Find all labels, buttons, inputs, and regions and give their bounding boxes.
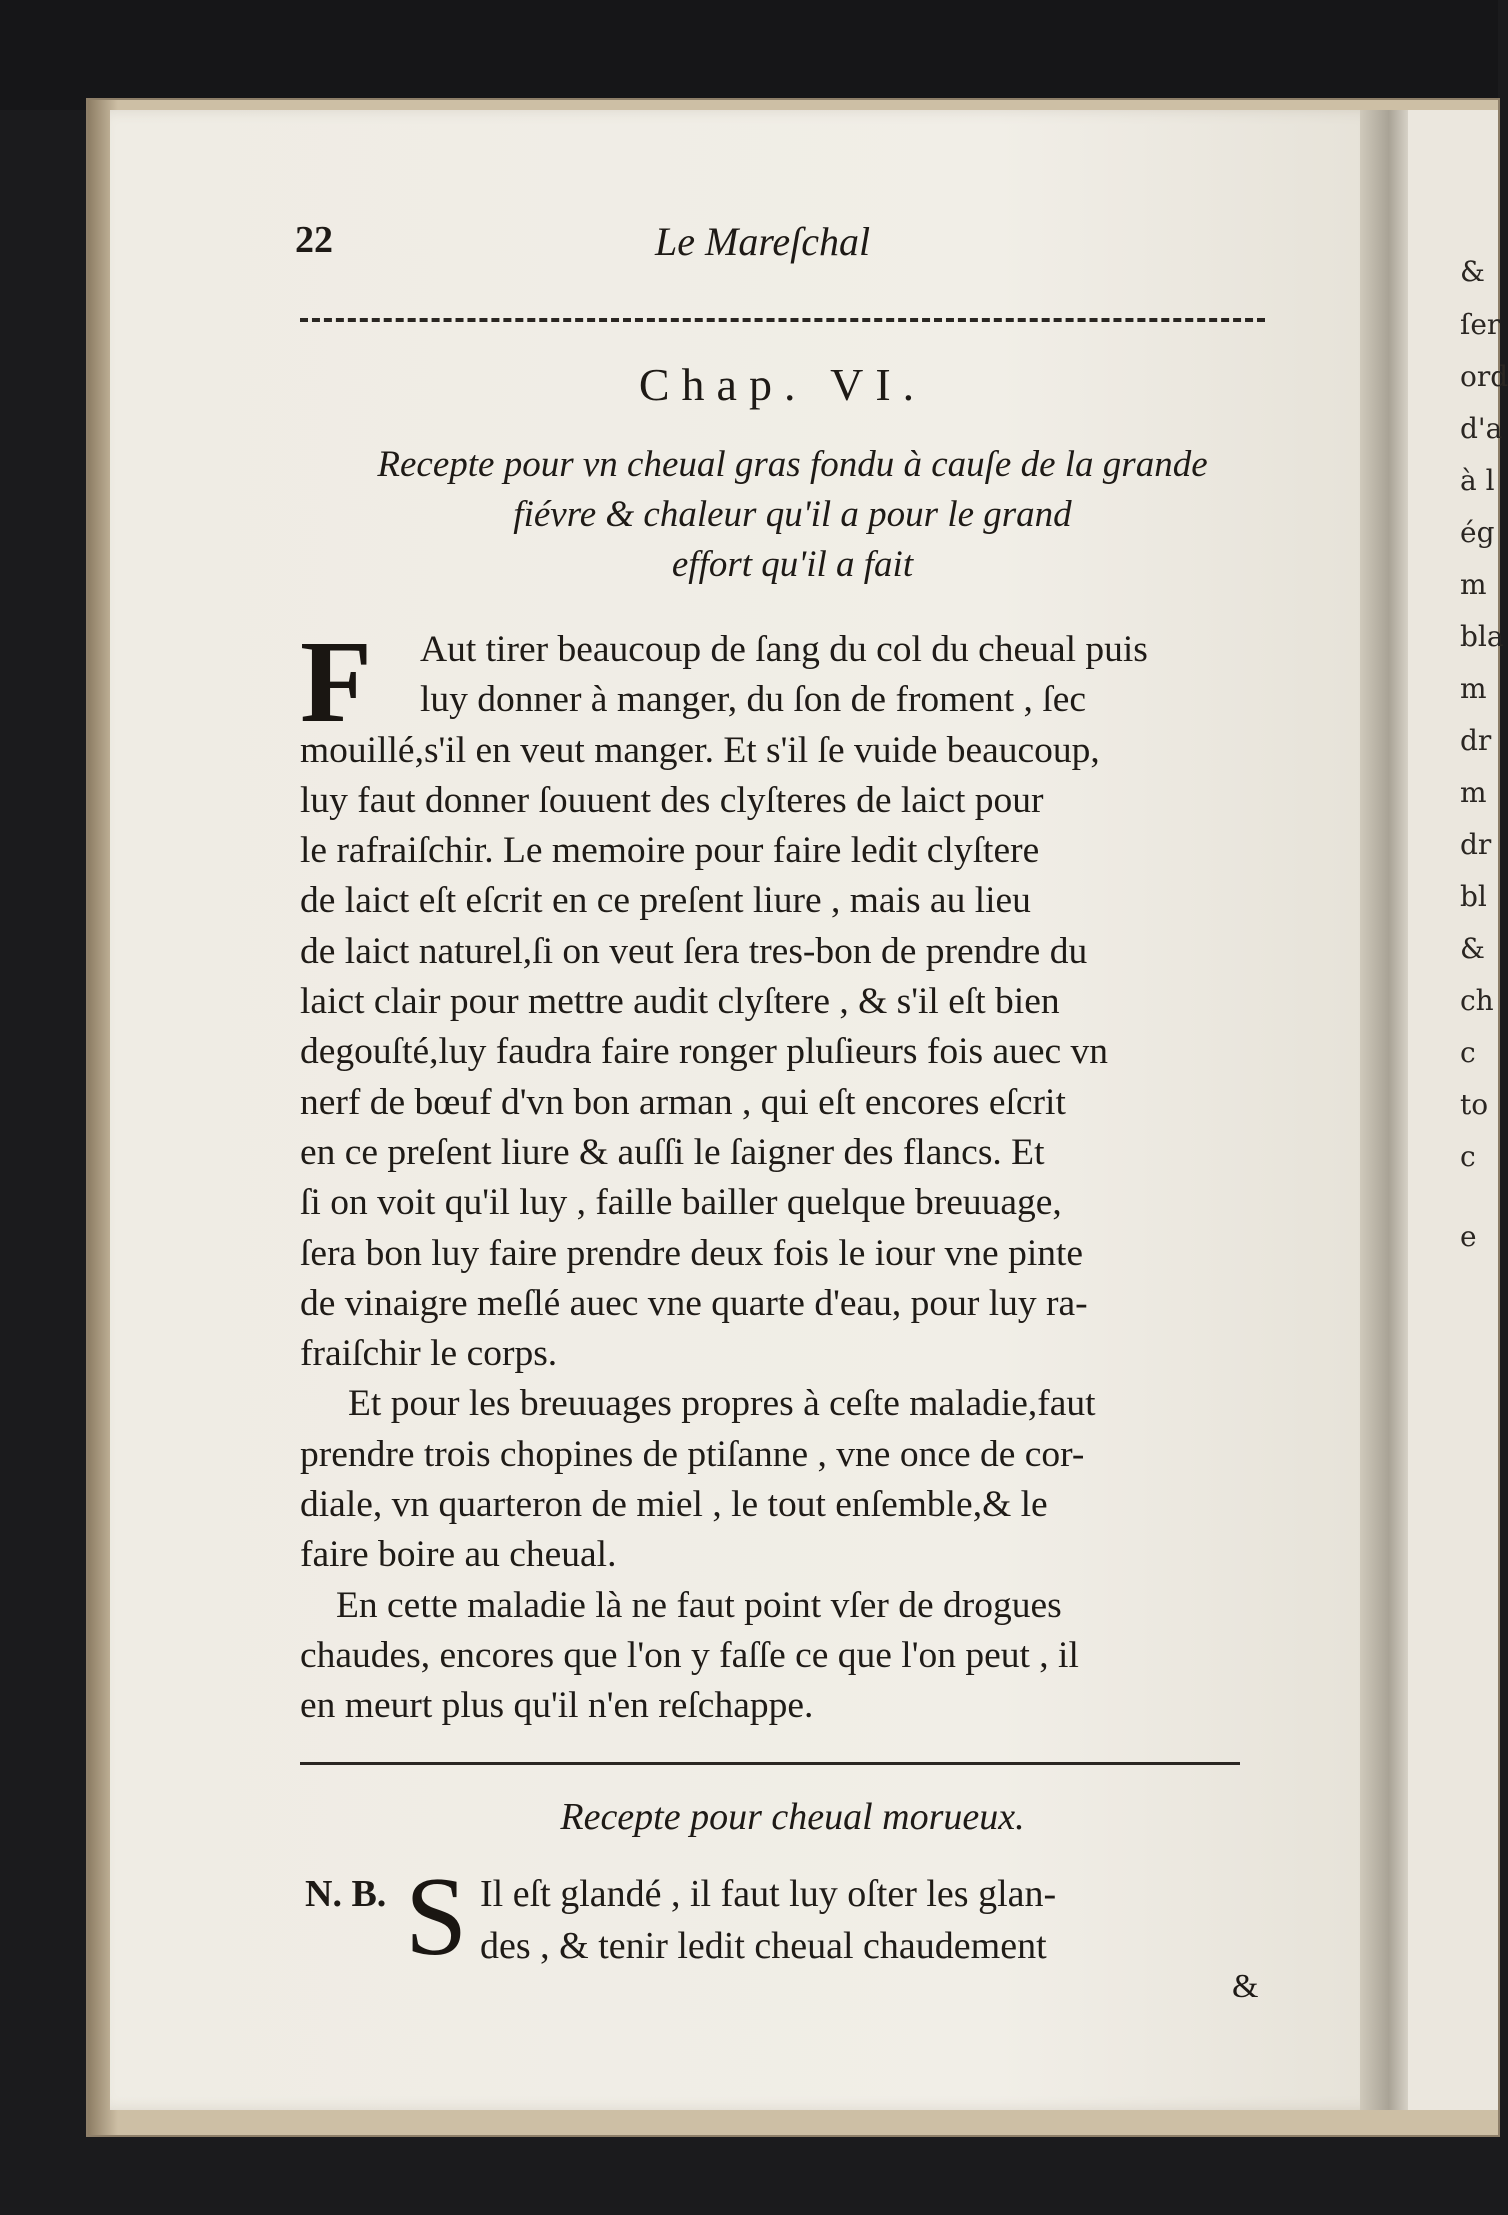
text-line: diale, vn quarteron de miel , le tout enſemble,& le <box>300 1484 1048 1526</box>
drop-cap: F <box>300 616 373 747</box>
next-page-text: dr <box>1460 724 1492 757</box>
text-line: degouſté,luy faudra faire ronger pluſieurs fois auec vn <box>300 1031 1109 1073</box>
text-line: de laict naturel,ſi on veut ſera tres-bon de prendre du <box>300 930 1088 972</box>
catchword: & <box>1232 1968 1259 2005</box>
body-text <box>300 616 1285 1732</box>
text-line: en meurt plus qu'il n'en reſchappe. <box>300 1685 814 1727</box>
next-page-text: dr <box>1460 828 1492 861</box>
text-line: de vinaigre meſlé auec vne quarte d'eau, pour luy ra- <box>300 1282 1088 1324</box>
running-title: Le Mareſchal <box>655 219 871 264</box>
next-page-text: ſer <box>1460 308 1501 341</box>
text-line: prendre trois chopines de ptiſanne , vne once de cor- <box>300 1433 1085 1475</box>
text-line: des , & tenir ledit cheual chaudement <box>480 1925 1047 1967</box>
next-page-text: & <box>1460 932 1485 965</box>
next-page-text: e <box>1460 1220 1477 1253</box>
text-line: fraiſchir le corps. <box>300 1333 558 1375</box>
next-page-text: c <box>1460 1140 1476 1173</box>
text-line: luy faut donner ſouuent des clyſteres de laict pour <box>300 779 1044 821</box>
heading-line: effort qu'il a fait <box>671 544 914 585</box>
next-page-text: bl <box>1460 880 1487 913</box>
next-page-text: m <box>1460 776 1487 809</box>
text-line: Aut tirer beaucoup de ſang du col du cheual puis <box>420 629 1148 670</box>
section-heading <box>300 440 1285 590</box>
chapter-heading: Chap. VI. <box>638 359 927 410</box>
text-line: faire boire au cheual. <box>300 1534 617 1576</box>
subsection-heading: Recepte pour cheual morueux. <box>560 1796 1025 1838</box>
text-line: En cette maladie là ne faut point vſer de drogues <box>336 1584 1062 1626</box>
next-page-text: bla <box>1460 620 1504 653</box>
heading-line: fiévre & chaleur qu'il a pour le grand <box>513 494 1072 535</box>
next-page-text: to <box>1460 1088 1489 1121</box>
text-line: nerf de bœuf d'vn bon arman , qui eſt encores eſcrit <box>300 1081 1066 1123</box>
text-line: luy donner à manger, du ſon de froment , ſec <box>420 679 1086 721</box>
right-page-fragment <box>1408 110 1508 2110</box>
text-line: Il eſt glandé , il faut luy oſter les glan- <box>480 1873 1057 1915</box>
book-gutter <box>1360 110 1408 2110</box>
text-line: mouillé,s'il en veut manger. Et s'il ſe vuide beaucoup, <box>300 729 1100 771</box>
next-page-text: m <box>1460 672 1487 705</box>
dark-backdrop <box>0 0 1498 110</box>
next-page-text: ord <box>1460 360 1508 393</box>
text-line: en ce preſent liure & auſſi le ſaigner des flancs. Et <box>300 1131 1045 1173</box>
text-line: ſera bon luy faire prendre deux fois le iour vne pinte <box>300 1232 1084 1274</box>
drop-cap: S <box>405 1855 468 1979</box>
text-line: de laict eſt eſcrit en ce preſent liure , mais au lieu <box>300 880 1031 922</box>
next-page-text: m <box>1460 568 1487 601</box>
page-number: 22 <box>295 219 333 261</box>
text-line: chaudes, encores que l'on y faſſe ce que l'on peut , il <box>300 1634 1079 1676</box>
text-line: Et pour les breuuages propres à ceſte maladie,faut <box>348 1383 1096 1425</box>
text-line: ſi on voit qu'il luy , faille bailler quelque breuuage, <box>300 1182 1062 1224</box>
section-rule <box>300 1762 1240 1765</box>
text-line: le rafraiſchir. Le memoire pour faire ledit clyſtere <box>300 830 1040 872</box>
next-page-text: à l <box>1460 464 1495 497</box>
next-page-text: c <box>1460 1036 1476 1069</box>
heading-line: Recepte pour vn cheual gras fondu à cauſe de la grande <box>377 444 1208 485</box>
next-page-text: ch <box>1460 984 1494 1017</box>
text-line: laict clair pour mettre audit clyſtere , & s'il eſt bien <box>300 981 1060 1023</box>
next-page-text: ég <box>1460 516 1495 549</box>
nb-label: N. B. <box>305 1873 387 1915</box>
next-page-text: & <box>1460 255 1485 288</box>
header-rule <box>300 318 1265 322</box>
running-head <box>295 218 1295 268</box>
next-page-text: d'a <box>1460 412 1503 445</box>
